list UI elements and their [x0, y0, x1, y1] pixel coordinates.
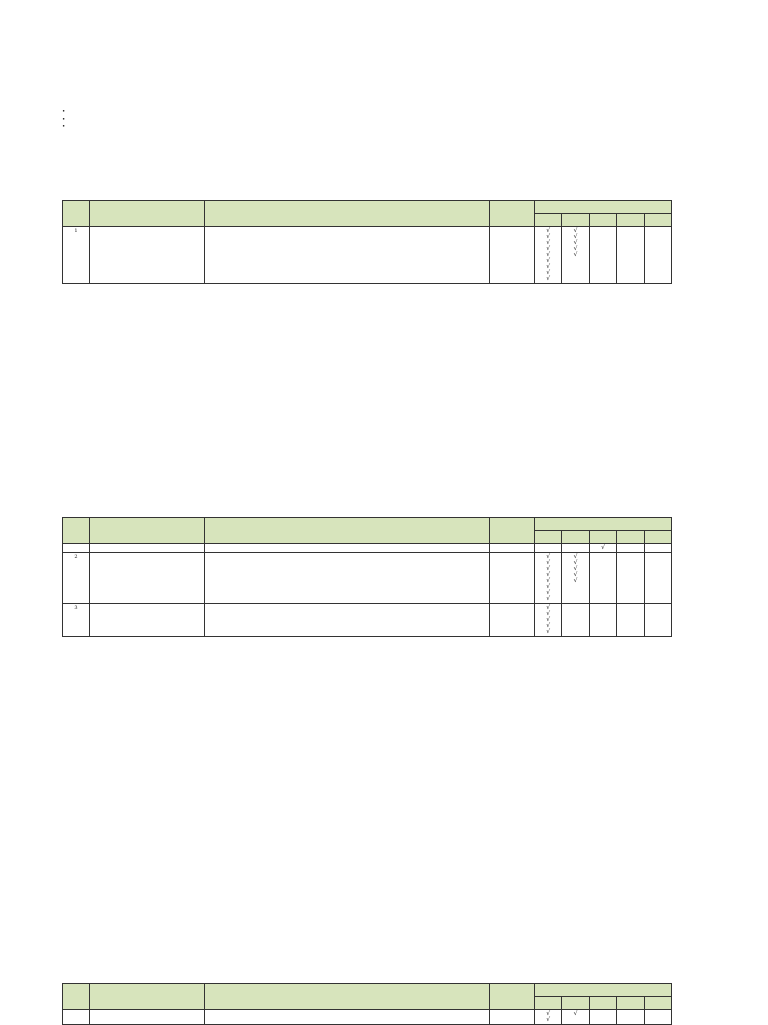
header-no	[63, 518, 90, 544]
technique-cell	[644, 553, 671, 604]
check-mark-icon: √	[573, 577, 578, 584]
header-performance	[562, 997, 589, 1010]
mastery-criteria-value	[490, 553, 535, 604]
header-no	[63, 201, 90, 227]
basic-competence-cell	[90, 553, 205, 604]
basic-competence-cell	[90, 227, 205, 284]
technique-cell	[562, 1010, 589, 1025]
header-product	[589, 997, 616, 1010]
row-number: 1	[63, 227, 90, 284]
header-product	[589, 531, 616, 544]
technique-cell	[589, 227, 616, 284]
mastery-criteria-value	[490, 604, 535, 637]
header-mastery-criteria	[490, 518, 535, 544]
technique-cell	[617, 604, 644, 637]
check-mark-icon: √	[546, 269, 551, 276]
table-row	[63, 544, 672, 553]
technique-cell	[617, 1010, 644, 1025]
indicator-cell	[205, 544, 490, 553]
row-number	[63, 544, 90, 553]
basic-competence-cell	[90, 1010, 205, 1025]
header-product	[589, 214, 616, 227]
technique-cell	[644, 1010, 671, 1025]
header-indicator	[205, 201, 490, 227]
header-indicator	[205, 518, 490, 544]
core-competence-item	[62, 117, 732, 124]
technique-cell	[644, 604, 671, 637]
check-mark-icon: √	[601, 544, 605, 551]
header-mastery-criteria	[490, 984, 535, 1010]
competence-table-3	[62, 983, 672, 1025]
check-mark-icon: √	[546, 589, 551, 596]
mastery-criteria-value	[490, 544, 535, 553]
check-mark-icon: √	[573, 559, 578, 566]
basic-competence-cell	[90, 604, 205, 637]
table-row	[63, 553, 672, 604]
header-no	[63, 984, 90, 1010]
technique-cell	[535, 604, 562, 637]
technique-cell	[535, 227, 562, 284]
header-project	[617, 214, 644, 227]
table-row	[63, 227, 672, 284]
table-row	[63, 1010, 672, 1025]
header-performance	[562, 214, 589, 227]
check-mark-icon: √	[573, 571, 578, 578]
bullet-icon: •	[62, 109, 66, 115]
technique-cell	[589, 1010, 616, 1025]
core-competence-text	[72, 109, 732, 116]
check-mark-icon: √	[546, 275, 551, 282]
technique-cell	[562, 544, 589, 553]
check-mark-icon: √	[546, 1016, 551, 1023]
core-competence-text	[72, 117, 732, 124]
header-mastery-criteria	[490, 201, 535, 227]
check-mark-icon: √	[546, 233, 551, 240]
header-portfolio	[644, 214, 671, 227]
bullet-icon: •	[62, 124, 66, 130]
check-mark-icon: √	[573, 565, 578, 572]
indicator-cell	[205, 227, 490, 284]
header-portfolio	[644, 997, 671, 1010]
mastery-criteria-value	[490, 227, 535, 284]
header-project	[617, 997, 644, 1010]
technique-cell	[589, 604, 616, 637]
header-basic-competence	[90, 201, 205, 227]
check-mark-icon: √	[573, 227, 578, 234]
indicator-cell	[205, 1010, 490, 1025]
check-mark-icon: √	[546, 245, 551, 252]
indicator-cell	[205, 604, 490, 637]
check-mark-icon: √	[546, 251, 551, 258]
header-performance	[562, 531, 589, 544]
check-mark-icon: √	[546, 616, 551, 623]
check-mark-icon: √	[546, 559, 551, 566]
check-mark-icon: √	[573, 239, 578, 246]
header-test	[535, 531, 562, 544]
check-mark-icon: √	[546, 553, 551, 560]
technique-cell	[562, 604, 589, 637]
core-competence-section	[62, 108, 732, 132]
competence-table-1	[62, 200, 672, 284]
check-mark-icon: √	[573, 233, 578, 240]
bullet-icon: •	[62, 116, 66, 123]
check-mark-icon: √	[546, 263, 551, 270]
technique-cell	[589, 553, 616, 604]
check-mark-icon: √	[546, 239, 551, 246]
header-portfolio	[644, 531, 671, 544]
core-competence-item	[62, 124, 732, 131]
core-competence-text	[72, 124, 732, 131]
header-basic-competence	[90, 984, 205, 1010]
check-mark-icon: √	[546, 257, 551, 264]
technique-cell	[644, 544, 671, 553]
row-number: 3	[63, 604, 90, 637]
check-mark-icon: √	[546, 227, 551, 234]
core-competence-item	[62, 109, 732, 116]
check-mark-icon: √	[546, 571, 551, 578]
header-indicator	[205, 984, 490, 1010]
table-row	[63, 604, 672, 637]
header-assessment-technique	[535, 984, 672, 997]
row-number	[63, 1010, 90, 1025]
header-basic-competence	[90, 518, 205, 544]
check-mark-icon: √	[546, 628, 551, 635]
technique-cell	[589, 544, 616, 553]
header-assessment-technique	[535, 201, 672, 214]
technique-cell	[535, 544, 562, 553]
check-mark-icon: √	[546, 595, 551, 602]
check-mark-icon: √	[546, 577, 551, 584]
technique-cell	[562, 553, 589, 604]
technique-cell	[535, 553, 562, 604]
competence-table-2	[62, 517, 672, 637]
basic-competence-cell	[90, 544, 205, 553]
check-mark-icon: √	[546, 1010, 551, 1017]
check-mark-icon: √	[573, 251, 578, 258]
check-mark-icon: √	[573, 1010, 578, 1017]
technique-cell	[562, 227, 589, 284]
mastery-criteria-value	[490, 1010, 535, 1025]
check-mark-icon: √	[546, 622, 551, 629]
technique-cell	[644, 227, 671, 284]
check-mark-icon: √	[573, 245, 578, 252]
header-test	[535, 214, 562, 227]
check-mark-icon: √	[573, 553, 578, 560]
indicator-cell	[205, 553, 490, 604]
header-project	[617, 531, 644, 544]
check-mark-icon: √	[546, 565, 551, 572]
check-mark-icon: √	[546, 604, 551, 611]
header-test	[535, 997, 562, 1010]
technique-cell	[617, 227, 644, 284]
technique-cell	[617, 544, 644, 553]
check-mark-icon: √	[546, 583, 551, 590]
check-mark-icon: √	[546, 610, 551, 617]
row-number: 2	[63, 553, 90, 604]
header-assessment-technique	[535, 518, 672, 531]
technique-cell	[535, 1010, 562, 1025]
technique-cell	[617, 553, 644, 604]
